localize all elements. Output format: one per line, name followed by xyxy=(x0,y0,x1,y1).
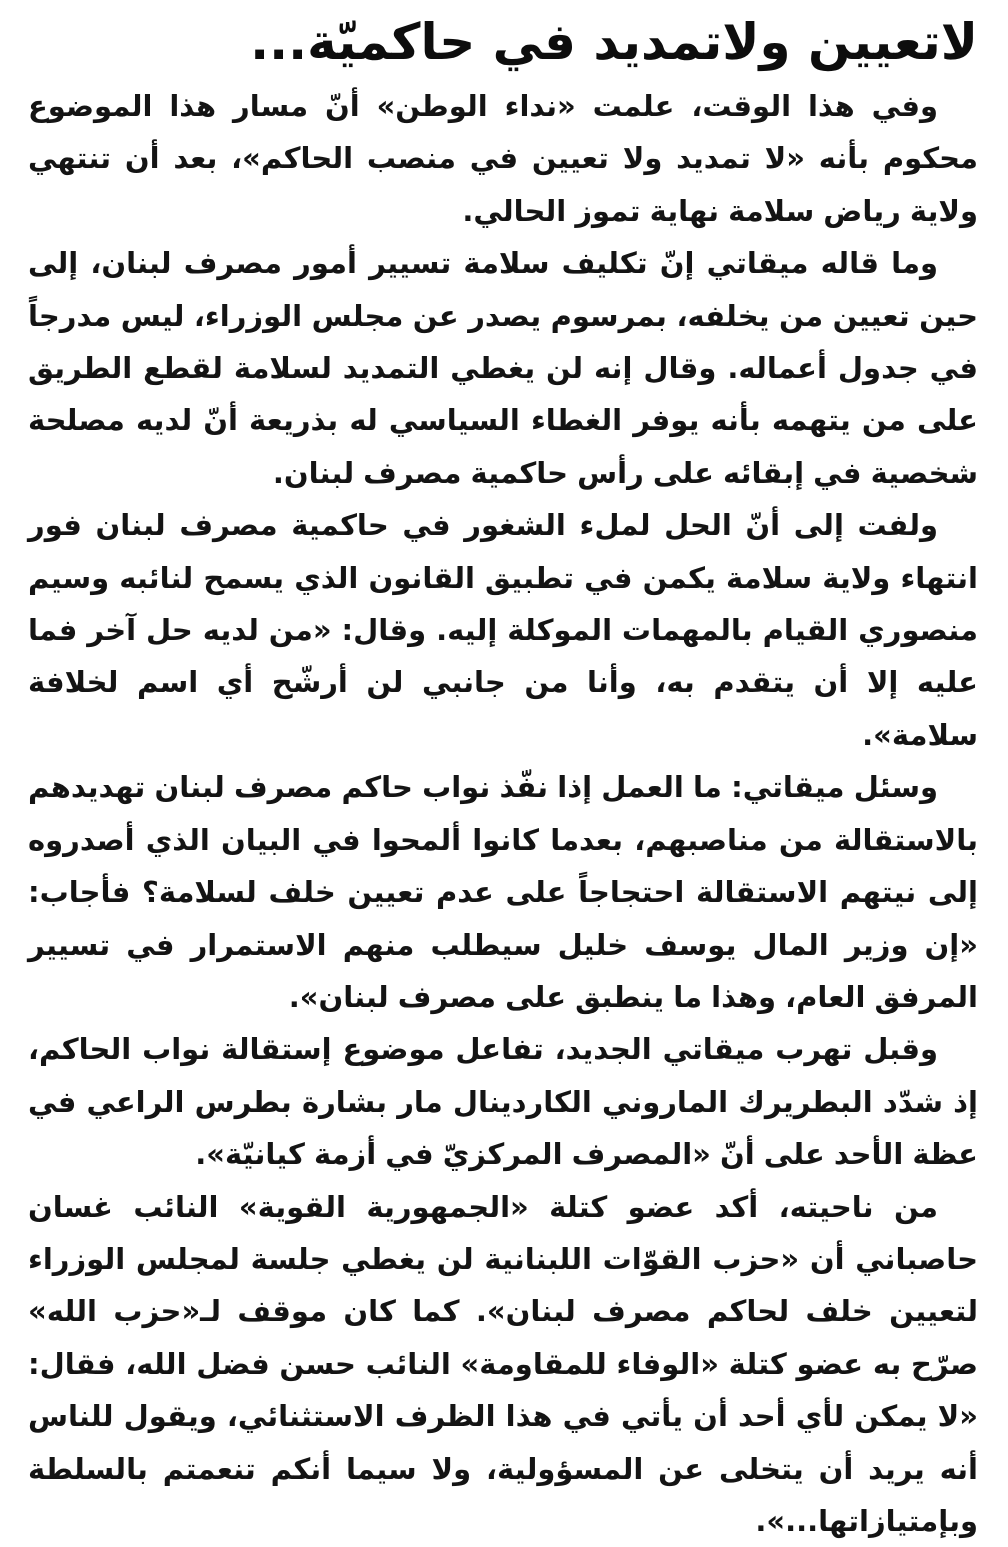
article-body xyxy=(28,80,978,1547)
article-headline: لاتعيين ولاتمديد في حاكميّة... xyxy=(250,13,978,71)
article-paragraph: وفي هذا الوقت، علمت «نداء الوطن» أنّ مسار هذا الموضوع محكوم بأنه «لا تمديد ولا تعيين في منصب الحاكم»، بعد أن تنتهي ولاية رياض سلامة نهاية تموز الحالي. xyxy=(28,89,978,228)
article-paragraph: وما قاله ميقاتي إنّ تكليف سلامة تسيير أمور مصرف لبنان، إلى حين تعيين من يخلفه، بمرسوم يصدر عن مجلس الوزراء، ليس مدرجاً في جدول أعماله. وقال إنه لن يغطي التمديد لسلامة لقطع الطريق على من يتهمه بأنه يوفر الغطاء السياسي له بذريعة أنّ لديه مصلحة شخصية في إبقائه على رأس حاكمية مصرف لبنان. xyxy=(28,246,978,490)
article-paragraph: ولفت إلى أنّ الحل لملء الشغور في حاكمية مصرف لبنان فور انتهاء ولاية سلامة يكمن في تطبيق القانون الذي يسمح لنائبه وسيم منصوري القيام بالمهمات الموكلة إليه. وقال: «من لديه حل آخر فما عليه إلا أن يتقدم به، وأنا من جانبي لن أرشّح أي اسم لخلافة سلامة». xyxy=(28,508,978,752)
article-paragraph: من ناحيته، أكد عضو كتلة «الجمهورية القوية» النائب غسان حاصباني أن «حزب القوّات اللبنانية لن يغطي جلسة لمجلس الوزراء لتعيين خلف لحاكم مصرف لبنان». كما كان موقف لـ«حزب الله» صرّح به عضو كتلة «الوفاء للمقاومة» النائب حسن فضل الله، فقال: «لا يمكن لأي أحد أن يأتي في هذا الظرف الاستثنائي، ويقول للناس أنه يريد أن يتخلى عن المسؤولية، ولا سيما أنكم تنعمتم بالسلطة وبإمتيازاتها...». xyxy=(28,1189,978,1538)
article-paragraph: وسئل ميقاتي: ما العمل إذا نفّذ نواب حاكم مصرف لبنان تهديدهم بالاستقالة من مناصبهم، بعدما كانوا ألمحوا في البيان الذي أصدروه إلى نيتهم الاستقالة احتجاجاً على عدم تعيين خلف لسلامة؟ فأجاب: «إن وزير المال يوسف خليل سيطلب منهم الاستمرار في تسيير المرفق العام، وهذا ما ينطبق على مصرف لبنان». xyxy=(28,770,978,1014)
article-paragraph: وقبل تهرب ميقاتي الجديد، تفاعل موضوع إستقالة نواب الحاكم، إذ شدّد البطريرك الماروني الكاردينال مار بشارة بطرس الراعي في عظة الأحد على أنّ «المصرف المركزيّ في أزمة كيانيّة». xyxy=(28,1032,978,1172)
news-article xyxy=(28,0,978,1538)
